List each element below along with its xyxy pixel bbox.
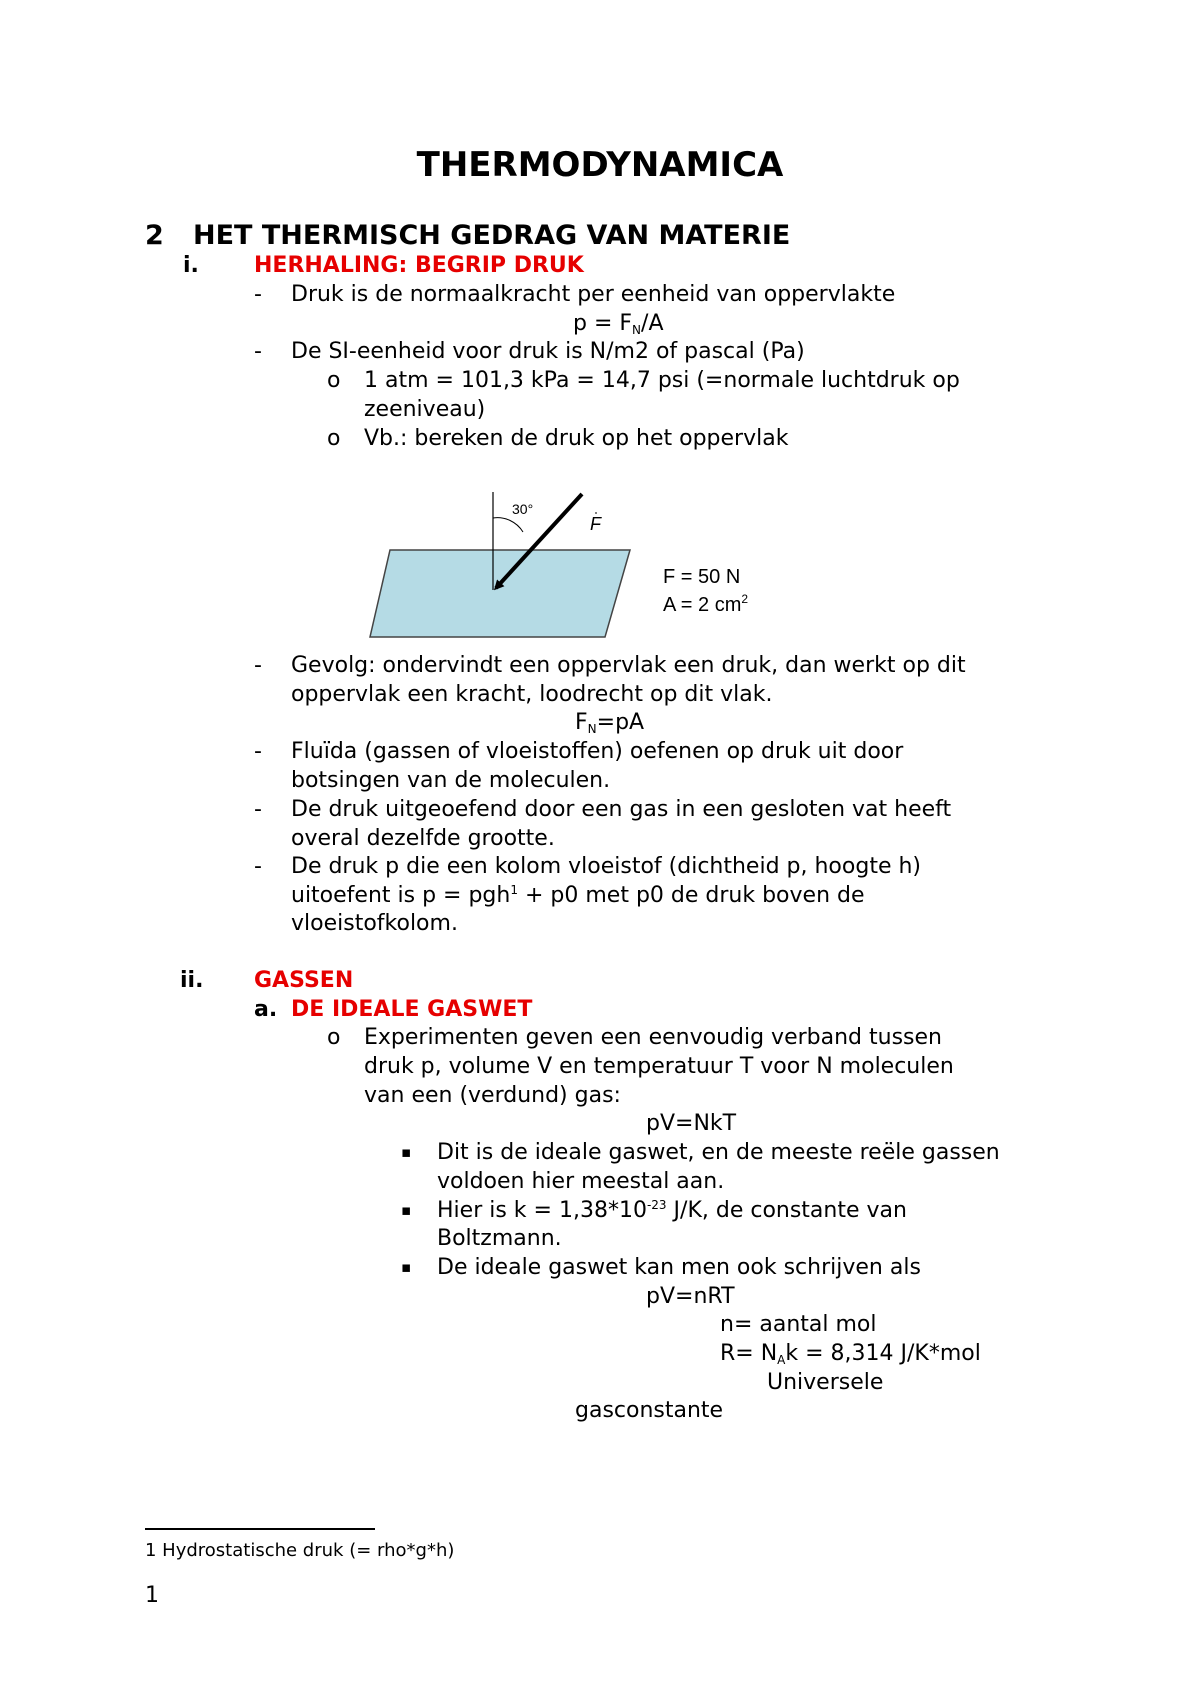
section-numeral: i.: [183, 253, 199, 278]
subsection-heading: DE IDEALE GASWET: [291, 997, 533, 1022]
angle-arc: [493, 518, 523, 532]
circle-bullet: o: [327, 426, 341, 451]
text-line: oppervlak een kracht, loodrecht op dit vlak.: [291, 682, 773, 707]
text-line: vloeistofkolom.: [291, 911, 458, 936]
square-bullet: ▪: [401, 1143, 412, 1161]
square-bullet: ▪: [401, 1201, 412, 1219]
text-line: druk p, volume V en temperatuur T voor N moleculen: [364, 1054, 954, 1079]
text-line: Boltzmann.: [437, 1226, 562, 1251]
surface-plane: [370, 550, 630, 637]
chapter-number: 2: [145, 220, 164, 251]
text-line: De druk uitgeoefend door een gas in een gesloten vat heeft: [291, 797, 952, 822]
circle-bullet: o: [327, 368, 341, 393]
circle-bullet: o: [327, 1025, 341, 1050]
section-heading: HERHALING: BEGRIP DRUK: [254, 253, 584, 278]
text-line: Gevolg: ondervindt een oppervlak een druk, dan werkt op dit: [291, 653, 966, 678]
subsection-letter: a.: [254, 997, 278, 1022]
area-value: A = 2 $cm^2$: [663, 592, 749, 616]
formula-ideal-gas-mol: pV=nRT: [646, 1284, 735, 1309]
section-heading: GASSEN: [254, 968, 354, 993]
page-title: THERMODYNAMICA: [416, 145, 784, 185]
force-value: F = 50 N: [663, 566, 741, 588]
text-line: Druk is de normaalkracht per eenheid van oppervlakte: [291, 282, 896, 307]
text-line: Vb.: bereken de druk op het oppervlak: [364, 426, 789, 451]
footnote-separator: [145, 1528, 375, 1530]
page-number: 1: [145, 1583, 159, 1608]
text-line: overal dezelfde grootte.: [291, 826, 555, 851]
text-line: Dit is de ideale gaswet, en de meeste reële gassen: [437, 1140, 1000, 1165]
text-line: De SI-eenheid voor druk is N/m2 of pascal (Pa): [291, 339, 805, 364]
angle-label: 30°: [512, 501, 534, 517]
formula-ideal-gas: pV=NkT: [646, 1111, 737, 1136]
text-line: voldoen hier meestal aan.: [437, 1169, 725, 1194]
dash-bullet: -: [254, 797, 262, 822]
force-label: F: [590, 514, 601, 534]
pressure-diagram: [360, 480, 780, 650]
footnote: 1 Hydrostatische druk (= rho*g*h): [145, 1540, 455, 1561]
formula-pressure: $p = F_N/A$: [573, 311, 664, 337]
text-line: van een (verdund) gas:: [364, 1083, 621, 1108]
definition-r: $R= N_Ak = 8,314$ J/K*mol: [720, 1341, 981, 1367]
text-line: 1 atm = 101,3 kPa = 14,7 psi (=normale luchtdruk op: [364, 368, 960, 393]
text-line: botsingen van de moleculen.: [291, 768, 611, 793]
dash-bullet: -: [254, 854, 262, 879]
definition-r-name: Universele: [767, 1370, 884, 1395]
text-line: uitoefent is p = pgh$^1$ + p0 met p0 de druk boven de: [291, 883, 865, 908]
section-numeral: ii.: [180, 968, 204, 993]
text-line: Fluïda (gassen of vloeistoffen) oefenen op druk uit door: [291, 739, 904, 764]
dash-bullet: -: [254, 339, 262, 364]
text-line: De ideale gaswet kan men ook schrijven als: [437, 1255, 921, 1280]
text-line: De druk p die een kolom vloeistof (dichtheid p, hoogte h): [291, 854, 921, 879]
diagram-svg: [360, 480, 780, 650]
text-line: Hier is $k = 1,38*10^{-23}$ J/K, de constante van: [437, 1198, 907, 1223]
square-bullet: ▪: [401, 1258, 412, 1276]
formula-force: $F_N=pA$: [575, 710, 645, 736]
dash-bullet: -: [254, 653, 262, 678]
dash-bullet: -: [254, 739, 262, 764]
dash-bullet: -: [254, 282, 262, 307]
text-line: Experimenten geven een eenvoudig verband tussen: [364, 1025, 942, 1050]
definition-r-name: gasconstante: [575, 1398, 724, 1423]
text-line: zeeniveau): [364, 397, 486, 422]
chapter-title: HET THERMISCH GEDRAG VAN MATERIE: [193, 220, 791, 251]
definition-n: n= aantal mol: [720, 1312, 877, 1337]
